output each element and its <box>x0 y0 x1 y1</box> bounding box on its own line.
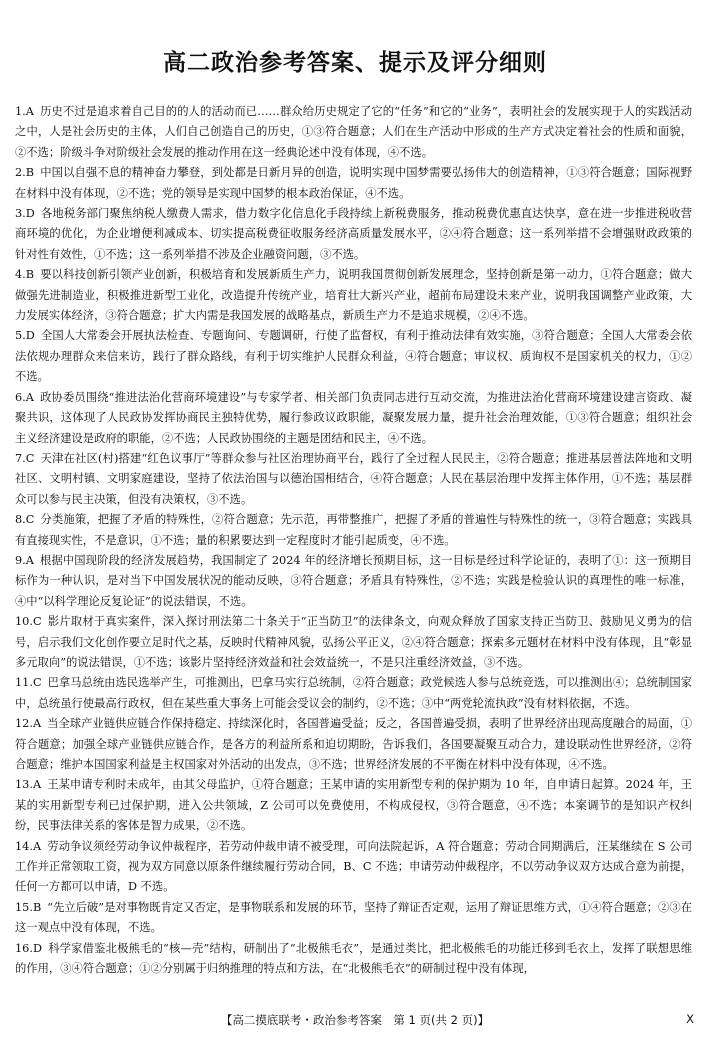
answer-item <box>15 714 692 775</box>
answer-explanation: 劳动争议须经劳动争议仲裁程序，若劳动仲裁申请不被受理，可向法院起诉，A 符合题意；劳动合同期满后，汪某继续在 S 公司工作并正常领取工资，视为双方同意以原条件继续履行劳动合同，B、C 不选；申请劳动仲裁程序，不以劳动争议双方达成合意为前提，任何一方都可以申请，D 不选。 <box>15 839 692 894</box>
footer-text: 【高二摸底联考・政治参考答案 第 1 页(共 2 页)】 <box>220 1013 490 1027</box>
answer-explanation: 分类施策，把握了矛盾的特殊性，②符合题意；先示范，再带整推广，把握了矛盾的普遍性与特殊性的统一，③符合题意；实践具有直接现实性，不是意识，①不选；量的积累要达到一定程度时才能引起质变，④不选。 <box>15 513 692 547</box>
answer-number: 5. <box>15 329 26 343</box>
answer-explanation: 各地税务部门聚焦纳税人缴费人需求，借力数字化信息化手段持续上新税费服务，推动税费优惠直达快享，意在进一步推进税收营商环境的优化，为企业增便利减成本、切实提高税费征收服务经济高质量发展水平，②④符合题意；这一系列举措不会增强财政政策的针对性有效性，①不选；这一系列举措不涉及企业融资问题，③不选。 <box>15 207 692 261</box>
answer-item <box>15 612 692 673</box>
answer-choice: B <box>25 268 35 282</box>
answer-item <box>15 163 692 204</box>
answer-explanation: 根据中国现阶段的经济发展趋势，我国制定了 2024 年的经济增长预期目标，这一目标是经过科学论证的，表明了①：这一预期目标作为一种认识，是对当下中国发展状况的能动反映，③符合题意；矛盾具有特殊性，②不选；实践是检验认识的真理性的唯一标准，④中“以科学理论反复论证”的说法错误，不选。 <box>15 553 692 608</box>
answer-explanation: 当全球产业链供应链合作保持稳定、持续深化时，各国普遍受益；反之，各国普遍受损，表明了世界经济出现高度融合的局面，①符合题意；加强全球产业链供应链合作，是各方的利益所系和迫切期盼，告诉我们，各国要凝聚互动合力，建设联动性世界经济，②符合题意；维护本国国家利益是主权国家对外活动的出发点，③不选；世界经济发展的不平衡在材料中没有体现，④不选。 <box>15 717 692 771</box>
answer-choice: D <box>25 329 35 343</box>
answer-explanation: 中国以自强不息的精神奋力攀登，到处都是日新月异的创造，说明实现中国梦需要弘扬伟大的创造精神，①③符合题意；国际视野在材料中没有体现，②不选；党的领导是实现中国梦的根本政治保证，④不选。 <box>15 166 692 200</box>
answer-choice: B <box>25 166 35 180</box>
answer-item <box>15 449 692 510</box>
answer-item <box>15 204 692 265</box>
answer-item <box>15 837 692 898</box>
answer-item <box>15 775 692 836</box>
answer-explanation: 全国人大常委会开展执法检查、专题询问、专题调研，行使了监督权，有利于推动法律有效实施，③符合题意；全国人大常委会依法依规办理群众来信来访，践行了群众路线，有利于切实维护人民群众利益，④符合题意；审议权、质询权不是国家机关的权力，①②不选。 <box>15 329 692 384</box>
answer-number: 9. <box>15 553 26 567</box>
answer-number: 10. <box>15 615 33 629</box>
answer-item <box>15 326 692 387</box>
footer-mark: X <box>686 1012 694 1026</box>
answer-number: 4. <box>15 268 26 282</box>
answer-choice: D <box>25 207 35 221</box>
answer-list <box>15 102 692 979</box>
answer-explanation: 王某申请专利时未成年，由其父母监护，①符合题意；王某申请的实用新型专利的保护期为 10 年，自申请日起算。2024 年，王某的实用新型专利已过保护期，进入公共领域，Z 公司可以免费使用，不构成侵权，③符合题意，④不选；本案调节的是知识产权纠纷，民事法律关系的客体是智力成果，②不选。 <box>15 778 692 833</box>
answer-choice: B <box>32 900 42 914</box>
answer-number: 8. <box>15 513 26 527</box>
answer-choice: C <box>32 615 42 629</box>
answer-choice: A <box>32 778 42 792</box>
answer-choice: A <box>25 553 34 567</box>
answer-choice: A <box>32 839 42 853</box>
answer-number: 11. <box>15 676 33 690</box>
answer-item <box>15 898 692 939</box>
answer-explanation: 要以科技创新引领产业创新，积极培育和发展新质生产力，说明我国贯彻创新发展理念，坚持创新是第一动力，①符合题意；做大做强先进制造业，积极推进新型工业化，改造提升传统产业，培育壮大新兴产业，超前布局建设未来产业，说明我国调整产业政策，大力发展实体经济，③符合题意；扩大内需是我国发展的战略基点，新质生产力不是追求规模，②④不选。 <box>15 268 692 323</box>
answer-choice: A <box>25 390 34 404</box>
answer-explanation: “先立后破”是对事物既肯定又否定，是事物联系和发展的环节，坚持了辩证否定观，运用了辩证思维方式，①④符合题意；②③在这一观点中没有体现，不选。 <box>15 900 692 935</box>
answer-choice: A <box>32 717 42 731</box>
answer-number: 3. <box>15 207 26 221</box>
answer-number: 6. <box>15 390 26 404</box>
answer-explanation: 巴拿马总统由选民选举产生，可推测出，巴拿马实行总统制，②符合题意；政党候选人参与总统竞选，可以推测出④；总统制国家中，总统虽行使最高行政权，但在某些重大事务上可能会受议会的制约，②不选；③中“两党轮流执政”没有材料依据，不选。 <box>15 676 692 710</box>
answer-explanation: 科学家借鉴北极熊毛的“核—壳”结构，研制出了“北极熊毛衣”，是通过类比，把北极熊毛的功能迁移到毛衣上，发挥了联想思维的作用，③④符合题意；①②分别属于归纳推理的特点和方法，在“北极熊毛衣”的研制过程中没有体现， <box>15 941 692 976</box>
answer-item <box>15 510 692 551</box>
page-footer <box>0 1012 710 1028</box>
answer-number: 15. <box>15 900 33 914</box>
page-title: 高二政治参考答案、提示及评分细则 <box>163 50 547 76</box>
answer-number: 14. <box>15 839 33 853</box>
answer-item <box>15 265 692 326</box>
answer-number: 12. <box>15 717 33 731</box>
answer-number: 1. <box>15 105 26 118</box>
answer-explanation: 天津在社区(村)搭建“红色议事厅”等群众参与社区治理协商平台，践行了全过程人民民主，②符合题意；推进基层普法阵地和文明社区、文明村镇、文明家庭建设，坚持了依法治国与以德治国相结合，④符合题意；人民在基层治理中发挥主体作用，①不选；基层群众可以参与民主决策，但没有决策权，③不选。 <box>15 451 692 506</box>
answer-item <box>15 388 692 449</box>
answer-number: 16. <box>15 941 33 955</box>
answer-item <box>15 939 692 980</box>
answer-explanation: 政协委员围绕“推进法治化营商环境建设”与专家学者、相关部门负责同志进行互动交流，为推进法治化营商环境建设建言资政、凝聚共识，这体现了人民政协发挥协商民主独特优势，履行参政议政职能，凝聚发展力量，提升社会治理效能，①③符合题意；组织社会主义经济建设是政府的职能，②不选；人民政协围绕的主题是团结和民主，④不选。 <box>15 390 692 445</box>
answer-number: 13. <box>15 778 33 792</box>
answer-explanation: 历史不过是追求着自己目的的人的活动而已……群众给历史规定了它的“任务”和它的“业务”，表明社会的发展实现于人的实践活动之中，人是社会历史的主体，人们自己创造自己的历史，①③符合题意；人们在生产活动中形成的生产方式决定着社会的性质和面貌，②不选；阶级斗争对阶级社会发展的推动作用在这一经典论述中没有体现，④不选。 <box>15 105 692 159</box>
answer-choice: D <box>32 941 43 955</box>
answer-item <box>15 673 692 714</box>
answer-choice: C <box>25 513 35 527</box>
answer-number: 2. <box>15 166 26 180</box>
answer-item <box>15 551 692 612</box>
answer-choice: C <box>32 676 42 690</box>
answer-number: 7. <box>15 451 26 465</box>
answer-choice: A <box>25 105 34 118</box>
answer-item <box>15 102 692 163</box>
answer-choice: C <box>25 451 35 465</box>
answer-explanation: 影片取材于真实案件，深入探讨刑法第二十条关于“正当防卫”的法律条文，向观众释放了国家支持正当防卫、鼓励见义勇为的信号，启示我们文化创作要立足时代之基，反映时代精神风貌，弘扬公平正义，②④符合题意；探索多元题材在材料中没有体现，且“彰显多元取向”的说法错误，①不选；该影片坚持经济效益和社会效益统一，不是只注重经济效益，③不选。 <box>15 615 692 669</box>
